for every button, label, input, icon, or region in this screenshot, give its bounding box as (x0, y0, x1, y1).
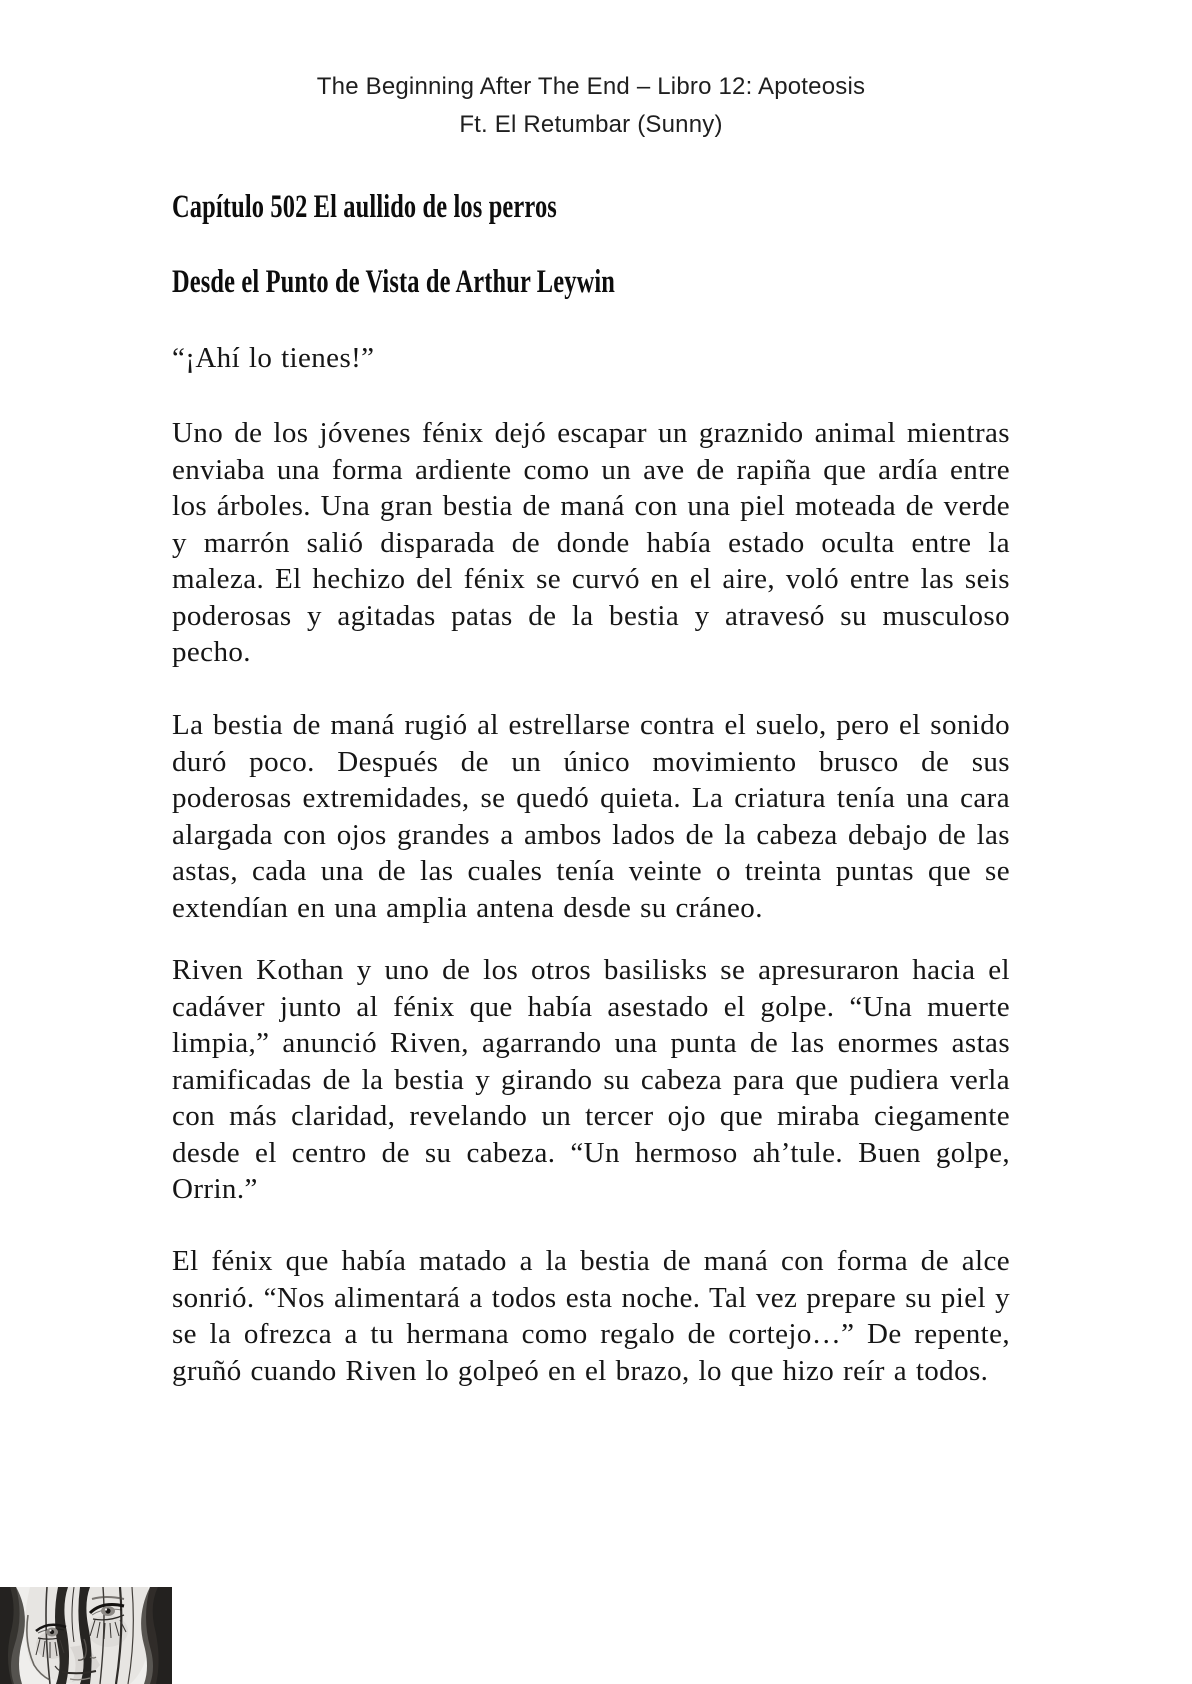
chapter-heading: Capítulo 502 El aullido de los perros (172, 189, 557, 225)
body-paragraph: La bestia de maná rugió al estrellarse contra el suelo, pero el sonido duró poco. Después de un único movimiento brusco de sus poderosas extremidades, se quedó quieta. La criatura tenía una cara alargada con ojos grandes a ambos lados de la cabeza debajo de las astas, cada una de las cuales tenía veinte o treinta puntas que se extendían en una amplia antena desde su cráneo. (172, 709, 1010, 924)
header-title-line2: Ft. El Retumbar (Sunny) (459, 111, 723, 138)
body-paragraph: El fénix que había matado a la bestia de maná con forma de alce sonrió. “Nos alimentará a todos esta noche. Tal vez prepare su piel y se la ofrezca a tu hermana como regalo de cortejo…” De repente, gruñó cuando Riven lo golpeó en el brazo, lo que hizo reír a todos. (172, 1245, 1010, 1387)
manga-face-image (0, 1587, 172, 1684)
body-paragraph: Uno de los jóvenes fénix dejó escapar un graznido animal mientras enviaba una forma ardiente como un ave de rapiña que ardía entre los árboles. Una gran bestia de maná con una piel moteada de verde y marrón salió disparada de donde había estado oculta entre la maleza. El hechizo del fénix se curvó en el aire, voló entre las seis poderosas y agitadas patas de la bestia y atravesó su musculoso pecho. (172, 417, 1010, 668)
body-paragraph: Riven Kothan y uno de los otros basilisks se apresuraron hacia el cadáver junto al fénix que había asestado el golpe. “Una muerte limpia,” anunció Riven, agarrando una punta de las enormes astas ramificadas de la bestia y girando su cabeza para que pudiera verla con más claridad, revelando un tercer ojo que miraba ciegamente desde el centro de su cabeza. “Un hermoso ah’tule. Buen golpe, Orrin.” (172, 954, 1010, 1205)
pov-heading: Desde el Punto de Vista de Arthur Leywin (172, 264, 616, 300)
dialogue-line: “¡Ahí lo tienes!” (172, 342, 375, 374)
header-title-line1: The Beginning After The End – Libro 12: Apoteosis (316, 73, 866, 100)
manga-face-illustration (0, 1587, 172, 1684)
document-header (172, 68, 1010, 144)
